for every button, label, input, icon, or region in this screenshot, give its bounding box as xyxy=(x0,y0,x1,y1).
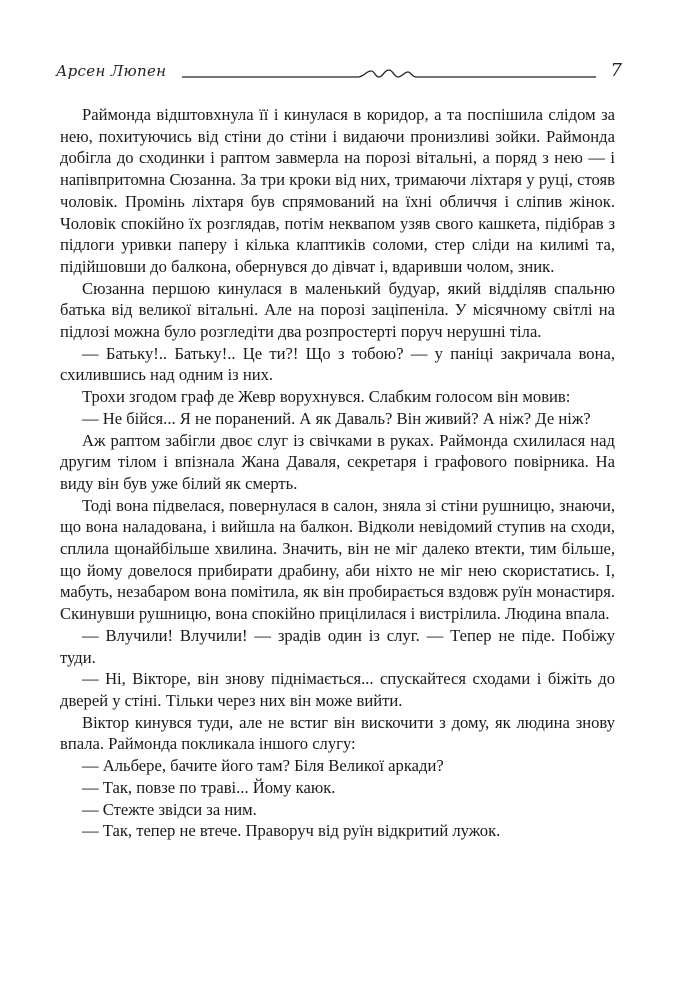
paragraph: — Не бійся... Я не поранений. А як Даваль? Він живий? А ніж? Де ніж? xyxy=(82,408,591,428)
paragraph: — Влучили! Влучили! — зрадів один із слуг. — Тепер не піде. Побіжу туди. xyxy=(60,625,615,667)
paragraph: Трохи згодом граф де Жевр ворухнувся. Слабким голосом він мовив: xyxy=(82,387,571,407)
decorative-wave-line-icon xyxy=(182,64,596,84)
body-text xyxy=(60,104,615,842)
paragraph: — Стежте звідси за ним. xyxy=(82,799,257,819)
paragraph: Аж раптом забігли двоє слуг із свічками в руках. Раймонда схилилася над другим тілом і впізнала Жана Даваля, секретаря і графового повірника. На виду він був уже білий як смерть. xyxy=(60,430,615,493)
paragraph: Віктор кинувся туди, але не встиг він вискочити з дому, як людина знову впала. Раймонда покликала іншого слугу: xyxy=(60,712,615,754)
paragraph: — Батьку!.. Батьку!.. Це ти?! Що з тобою? — у паніці закричала вона, схилившись над одним із них. xyxy=(60,343,615,385)
paragraph: Сюзанна першою кинулася в маленький будуар, який відділяв спальню батька від великої вітальні. Але на порозі заціпеніла. У місячному світлі на підлозі можна було розгледіти два розпростерті поруч нерушні тіла. xyxy=(60,278,615,342)
paragraph: Раймонда відштовхнула її і кинулася в коридор, а та поспішила слідом за нею, похитуючись від стіни до стіни і видаючи пронизливі зойки. Раймонда добігла до сходинки і раптом завмерла на порозі вітальні, а поряд з нею — і напівпритомна Сюзанна. За три кроки від них, тримаючи ліхтаря у руці, стояв чоловік. Промінь ліхтаря був спрямований на їхні обличчя і сліпив жінок. Чоловік спокійно їх розглядав, потім неквапом узяв свого кашкета, підібрав з підлоги уривки паперу і кілька клаптиків соломи, стер сліди на килимі та, підійшовши до балкона, обернувся до дівчат і, вдаривши чолом, зник. xyxy=(60,105,615,276)
page-header xyxy=(56,60,622,90)
paragraph: — Так, повзе по траві... Йому каюк. xyxy=(82,777,336,797)
paragraph: Тоді вона підвелася, повернулася в салон, зняла зі стіни рушницю, знаючи, що вона наладована, і вийшла на балкон. Відколи невідомий ступив на сходи, сплила щонайбільше хвилина. Значить, він не міг далеко втекти, тим більше, що йому довелося прибирати драбину, аби ніхто не міг нею скористатись. І, мабуть, незабаром вона помітила, як він пробирається вздовж руїн монастиря. Скинувши рушницю, вона спокійно прицілилася і вистрілила. Людина впала. xyxy=(60,495,615,624)
paragraph: — Так, тепер не втече. Праворуч від руїн відкритий лужок. xyxy=(82,821,501,841)
paragraph: — Ні, Вікторе, він знову піднімається... спускайтеся сходами і біжіть до дверей у стіні. Тільки через них він може вийти. xyxy=(60,669,615,710)
paragraph: — Альбере, бачите його там? Біля Великої аркади? xyxy=(82,756,444,776)
running-head: Арсен Люпен xyxy=(56,62,167,80)
page-number: 7 xyxy=(610,60,622,81)
